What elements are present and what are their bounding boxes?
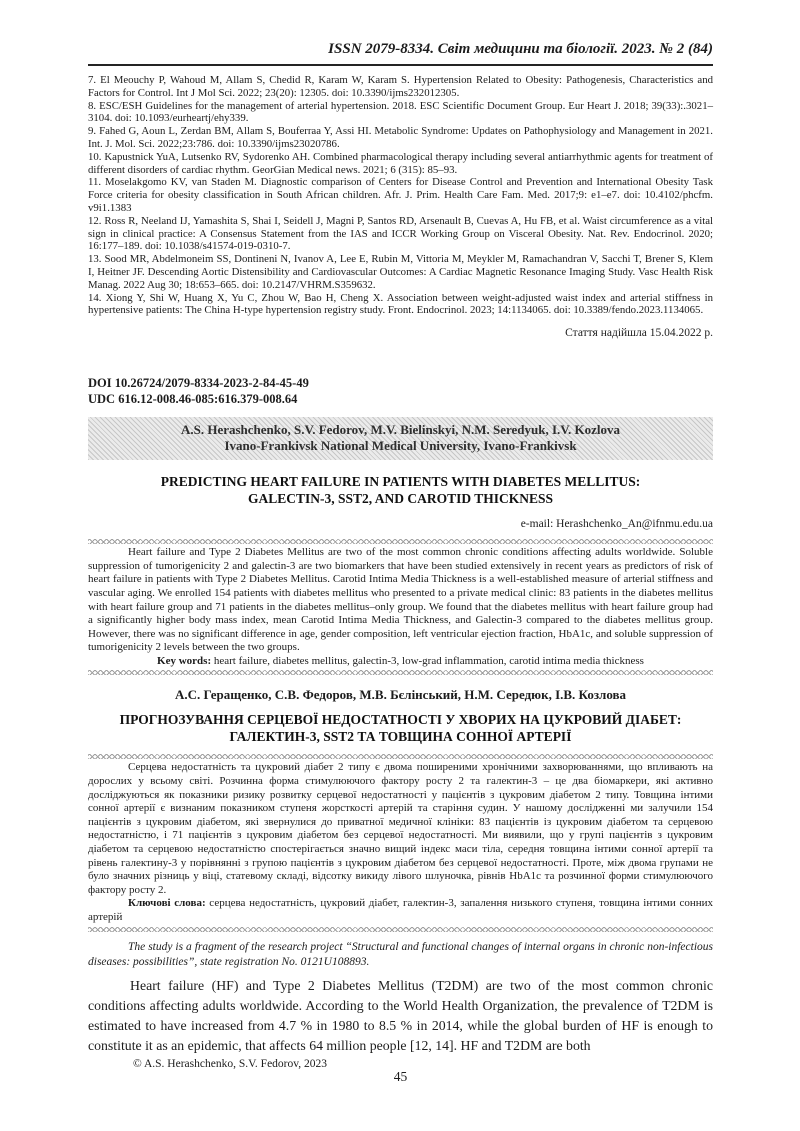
title-en-line1: PREDICTING HEART FAILURE IN PATIENTS WITH DIABETES MELLITUS: <box>160 474 641 490</box>
zigzag-divider <box>88 539 713 544</box>
keywords-en-text: heart failure, diabetes mellitus, galectin-3, low-grad inflammation, carotid intima media thickness <box>211 654 644 667</box>
title-en-line2: GALECTIN-3, SST2, AND CAROTID THICKNESS <box>247 490 554 506</box>
reference-item: 12. Ross R, Neeland IJ, Yamashita S, Shai I, Seidell J, Magni P, Santos RD, Arsenault B, Cuevas A, Hu FB, et al. Waist circumference as a vital sign in clinical practice: A Consensus Statement from the IAS and ICCR Working Group on Visceral Obesity. Nat. Rev. Endocrinol. 2020; 16:177–189. doi: 10.1038/s41574-019-0310-7. <box>88 214 713 253</box>
reference-item: 8. ESC/ESH Guidelines for the management of arterial hypertension. 2018. ESC Scientific Document Group. Eur Heart J. 2018; 39(33):.3021–3104. doi: 10.1093/eurheartj/ehy339. <box>88 99 713 125</box>
authors-en-names: A.S. Herashchenko, S.V. Fedorov, M.V. Bielinskyi, N.M. Seredyuk, I.V. Kozlova <box>180 422 621 438</box>
udc-line: UDC 616.12-008.46-085:616.379-008.64 <box>88 391 298 406</box>
references-list <box>88 74 713 317</box>
keywords-en <box>88 655 713 669</box>
keywords-ua <box>88 897 713 924</box>
article-identifiers <box>88 376 713 407</box>
title-ua-line2: ГАЛЕКТИН-3, SST2 ТА ТОВЩИНА СОННОЇ АРТЕРІЇ <box>229 729 572 745</box>
title-ua-line1: ПРОГНОЗУВАННЯ СЕРЦЕВОЇ НЕДОСТАТНОСТІ У ХВОРИХ НА ЦУКРОВИЙ ДІАБЕТ: <box>119 712 682 728</box>
copyright-note: © A.S. Herashchenko, S.V. Fedorov, 2023 <box>133 1057 328 1070</box>
body-paragraph: Heart failure (HF) and Type 2 Diabetes Mellitus (T2DM) are two of the most common chronic conditions affecting adults worldwide. According to the World Health Organization, the prevalence of T2DM is estimated to have increased from 4.7 % in 1980 to 8.5 % in 2014, while the global burden of HF is enough to constitute it as an epidemic, that affects 64 million people [12, 14]. HF and T2DM are both <box>88 977 713 1053</box>
reference-item: 13. Sood MR, Abdelmoneim SS, Dontineni N, Ivanov A, Lee E, Rubin M, Vittoria M, Meykler M, Ramachandran V, Sacchi T, Brener S, Klem I, Heitner JF. Descending Aortic Distensibility and Cardiovascular Outcomes: A Cardiac Magnetic Resonance Imaging Study. Vasc Health Risk Manag. 2022 Aug 30; 18:653–665. doi: 10.2147/VHRM.S359632. <box>88 253 713 291</box>
article-received-date: Стаття надійшла 15.04.2022 р. <box>565 327 713 340</box>
article-title-ua <box>88 711 713 745</box>
keywords-ua-label: Ключові слова: <box>128 897 206 910</box>
reference-item: 10. Kapustnick YuA, Lutsenko RV, Sydorenko AH. Combined pharmacological therapy including several antiarrhythmic agents for treatment of different disorders of cardiac rhythm. GeorGian Medical news. 2021; 6 (315): 85–93. <box>88 150 713 176</box>
reference-item: 7. El Meouchy P, Wahoud M, Allam S, Chedid R, Karam W, Karam S. Hypertension Related to Obesity: Pathogenesis, Characteristics and Factors for Control. Int J Mol Sci. 2022; 23(20): 12305. doi: 10.3390/ijms232012305. <box>88 74 713 99</box>
zigzag-divider <box>88 927 713 932</box>
contact-email: e-mail: Herashchenko_An@ifnmu.edu.ua <box>520 518 713 531</box>
reference-item: 9. Fahed G, Aoun L, Zerdan BM, Allam S, Bouferraa Y, Assi HI. Metabolic Syndrome: Updates on Pathophysiology and Management in 2021. Int. J. Mol. Sci. 2022;23:786. doi: 10.3390/ijms23020786. <box>88 125 713 150</box>
zigzag-divider <box>88 670 713 675</box>
journal-issn-header: ISSN 2079-8334. Світ медицини та біології. 2023. № 2 (84) <box>88 40 713 66</box>
page-footer <box>88 1056 713 1090</box>
article-title-en <box>88 474 713 507</box>
doi-line: DOI 10.26724/2079-8334-2023-2-84-45-49 <box>88 376 309 391</box>
zigzag-divider <box>88 754 713 759</box>
authors-band-en <box>88 417 713 460</box>
research-project-note: The study is a fragment of the research project “Structural and functional changes of internal organs in chronic non-infectious diseases: possibilities”, state registration No. 0121U108893. <box>88 940 713 968</box>
page-number: 45 <box>393 1068 408 1084</box>
abstract-en: Heart failure and Type 2 Diabetes Mellitus are two of the most common chronic conditions affecting adults worldwide. Soluble suppression of tumorigenicity 2 and galectin-3 are two biomarkers that have been studied extensively in recent years as predictors of risk of heart failure in patients with Type 2 Diabetes Mellitus. Carotid Intima Media Thickness is a well-established measure of arterial stiffness and vascular aging. We enrolled 154 patients with diabetes mellitus who presented to a private medical clinic: 83 patients in the diabetes mellitus with heart failure group and 71 patients in the diabetes mellitus–only group. We found that the diabetes mellitus with heart failure group had a significantly higher body mass index, mean Carotid Intima Media Thickness, and Galectin-3 compared to the diabetes mellitus group. However, there was no significant difference in age, gender composition, left ventricular ejection fraction, HbA1c, and soluble suppression of tumorigenicity 2 levels between the two groups. <box>88 546 713 654</box>
reference-item: 11. Moselakgomo KV, van Staden M. Diagnostic comparison of Centers for Disease Control and Prevention and International Obesity Task Force criteria for obesity classification in South African children. Afr. J. Prim. Health Care Fam. Med. 2017;9: e1–e7. doi: 10.4102/phcfm. v9i1.1383 <box>88 176 713 214</box>
keywords-ua-text: серцева недостатність, цукровий діабет, галектин-3, запалення низького ступеня, товщина інтими сонних артерій <box>88 897 713 924</box>
keywords-en-label: Key words: <box>157 654 212 667</box>
reference-item: 14. Xiong Y, Shi W, Huang X, Yu C, Zhou W, Bao H, Cheng X. Association between weight-adjusted waist index and arterial stiffness in hypertensive patients: The China H-type hypertension registry study. Front. Endocrinol. 2023; 14:1134065. doi: 10.3389/fendo.2023.1134065. <box>88 291 713 317</box>
authors-ua-names: А.С. Геращенко, С.В. Федоров, М.В. Бєлінський, Н.М. Середюк, І.В. Козлова <box>174 687 627 703</box>
authors-en-affiliation: Ivano-Frankivsk National Medical University, Ivano-Frankivsk <box>224 438 577 454</box>
abstract-ua: Серцева недостатність та цукровий діабет 2 типу є двома поширеними хронічними захворюваннями, що впливають на дорослих у всьому світі. Розчинна форма стимулюючого фактору росту 2 та галектин-3 – це два біомаркери, які активно досліджуються як показники ризику розвитку серцевої недостатності у пацієнтів з цукровим діабетом 2 типу. Товщина інтими сонної артерії є визнаним показником ступеня жорсткості артерій та старіння судин. У нашому дослідженні ми залучили 154 пацієнтів з цукровим діабетом, які звернулися до приватної медичної клініки: 83 пацієнтів із цукровим діабетом та серцевою недостатністю, і 71 пацієнтів з цукровим діабетом без серцевої недостатності. Ми виявили, що у групі пацієнтів з цукровим діабетом та серцевою недостатністю спостерігається значно вищий індекс маси тіла, середня товщина інтими сонної артерії та рівень галектину-3 у порівнянні з групою пацієнтів з цукровим діабетом без серцевої недостатності. Проте, між двома групами не було значних різниць у віці, статевому складі, відсотку викиду лівого шлуночка, рівнів HbA1c та розчинної форми стимулюючого фактору росту 2. <box>88 761 713 896</box>
